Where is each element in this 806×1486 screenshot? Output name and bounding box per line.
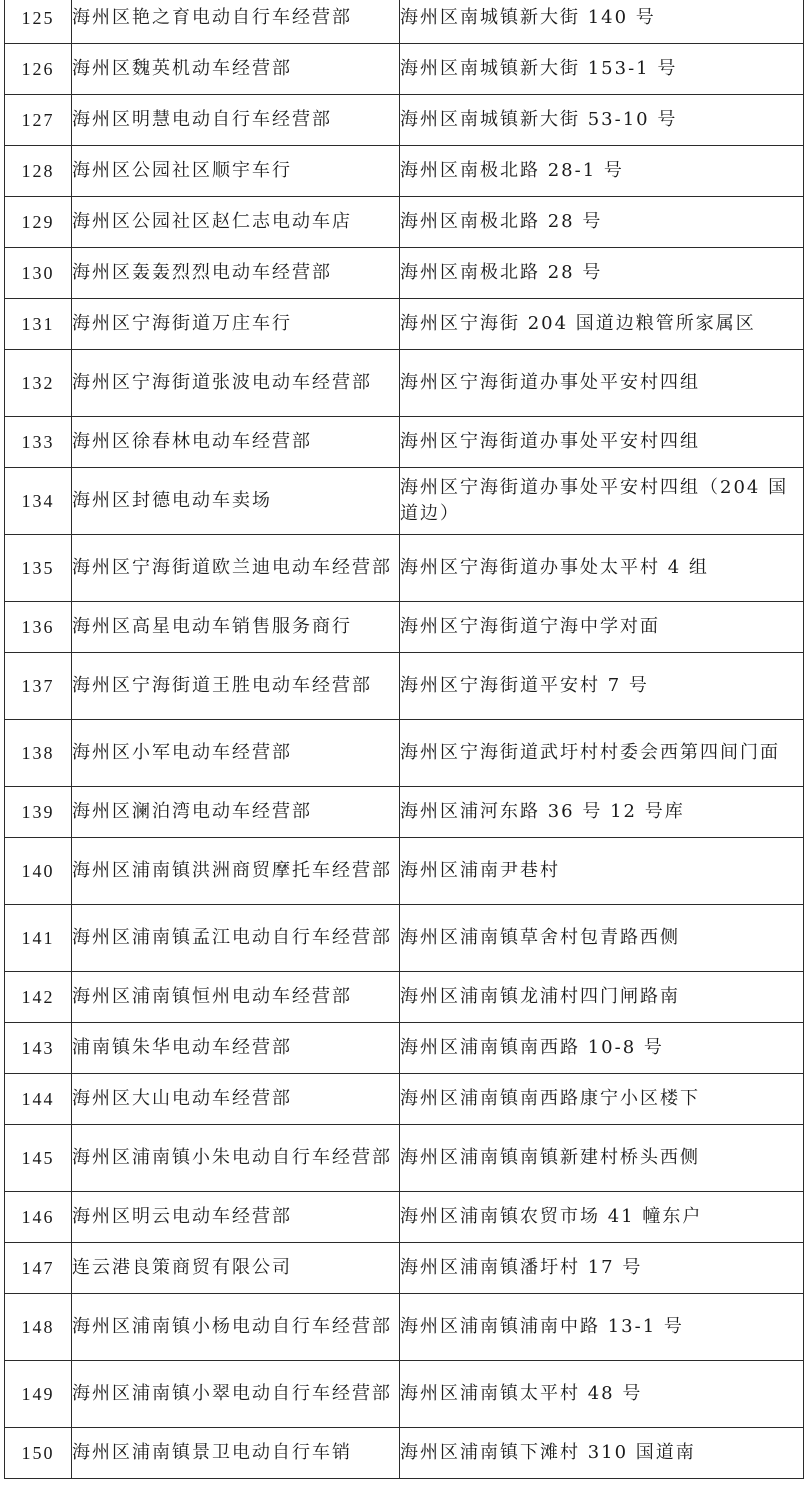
dealer-address: 海州区浦南镇南镇新建村桥头西侧 (400, 1125, 804, 1192)
row-number: 142 (5, 972, 72, 1023)
dealer-name: 海州区魏英机动车经营部 (72, 44, 400, 95)
dealer-address: 海州区宁海街道办事处太平村 4 组 (400, 535, 804, 602)
dealer-name: 海州区浦南镇小杨电动自行车经营部 (72, 1294, 400, 1361)
table-row (5, 905, 804, 972)
dealer-address: 海州区宁海街 204 国道边粮管所家属区 (400, 299, 804, 350)
dealer-name: 海州区公园社区顺宇车行 (72, 146, 400, 197)
row-number: 150 (5, 1428, 72, 1479)
dealer-address: 海州区浦南镇南西路康宁小区楼下 (400, 1074, 804, 1125)
dealer-address: 海州区浦南镇太平村 48 号 (400, 1361, 804, 1428)
row-number: 146 (5, 1192, 72, 1243)
row-number: 125 (5, 0, 72, 44)
table-row (5, 197, 804, 248)
table-row (5, 0, 804, 44)
dealer-address: 海州区浦南尹巷村 (400, 838, 804, 905)
row-number: 126 (5, 44, 72, 95)
row-number: 136 (5, 602, 72, 653)
dealer-name: 海州区高星电动车销售服务商行 (72, 602, 400, 653)
table-row (5, 972, 804, 1023)
table-row (5, 1074, 804, 1125)
dealer-address: 海州区浦南镇草舍村包青路西侧 (400, 905, 804, 972)
row-number: 141 (5, 905, 72, 972)
row-number: 127 (5, 95, 72, 146)
row-number: 131 (5, 299, 72, 350)
dealer-name: 海州区小军电动车经营部 (72, 720, 400, 787)
table-row (5, 95, 804, 146)
table-row (5, 1294, 804, 1361)
row-number: 129 (5, 197, 72, 248)
dealer-name: 海州区澜泊湾电动车经营部 (72, 787, 400, 838)
dealer-address: 海州区浦南镇农贸市场 41 幢东户 (400, 1192, 804, 1243)
dealer-address: 海州区浦南镇龙浦村四门闸路南 (400, 972, 804, 1023)
table-row (5, 1428, 804, 1479)
dealer-address: 海州区浦河东路 36 号 12 号库 (400, 787, 804, 838)
dealer-address: 海州区宁海街道武圩村村委会西第四间门面 (400, 720, 804, 787)
table-row (5, 838, 804, 905)
row-number: 138 (5, 720, 72, 787)
dealer-table-body (5, 0, 804, 1479)
dealer-address: 海州区宁海街道办事处平安村四组 (400, 350, 804, 417)
dealer-address: 海州区宁海街道平安村 7 号 (400, 653, 804, 720)
table-row (5, 720, 804, 787)
dealer-name: 海州区浦南镇景卫电动自行车销 (72, 1428, 400, 1479)
row-number: 135 (5, 535, 72, 602)
dealer-name: 海州区浦南镇孟江电动自行车经营部 (72, 905, 400, 972)
row-number: 148 (5, 1294, 72, 1361)
row-number: 144 (5, 1074, 72, 1125)
dealer-address: 海州区浦南镇南西路 10-8 号 (400, 1023, 804, 1074)
dealer-address: 海州区宁海街道办事处平安村四组 (400, 417, 804, 468)
row-number: 143 (5, 1023, 72, 1074)
dealer-name: 海州区浦南镇小朱电动自行车经营部 (72, 1125, 400, 1192)
dealer-address: 海州区南极北路 28 号 (400, 197, 804, 248)
dealer-address: 海州区南城镇新大街 53-10 号 (400, 95, 804, 146)
dealer-name: 浦南镇朱华电动车经营部 (72, 1023, 400, 1074)
table-row (5, 417, 804, 468)
table-row (5, 653, 804, 720)
row-number: 128 (5, 146, 72, 197)
table-row (5, 248, 804, 299)
row-number: 145 (5, 1125, 72, 1192)
dealer-name: 海州区大山电动车经营部 (72, 1074, 400, 1125)
table-row (5, 1192, 804, 1243)
dealer-name: 海州区宁海街道万庄车行 (72, 299, 400, 350)
dealer-address: 海州区浦南镇下滩村 310 国道南 (400, 1428, 804, 1479)
table-row (5, 146, 804, 197)
table-row (5, 468, 804, 535)
dealer-address: 海州区南城镇新大街 140 号 (400, 0, 804, 44)
table-row (5, 1243, 804, 1294)
table-row (5, 44, 804, 95)
row-number: 140 (5, 838, 72, 905)
dealer-name: 海州区浦南镇小翠电动自行车经营部 (72, 1361, 400, 1428)
dealer-name: 海州区明云电动车经营部 (72, 1192, 400, 1243)
dealer-address: 海州区南极北路 28-1 号 (400, 146, 804, 197)
dealer-name: 海州区浦南镇恒州电动车经营部 (72, 972, 400, 1023)
row-number: 130 (5, 248, 72, 299)
dealer-address: 海州区浦南镇潘圩村 17 号 (400, 1243, 804, 1294)
dealer-name: 海州区宁海街道欧兰迪电动车经营部 (72, 535, 400, 602)
dealer-name: 海州区浦南镇洪洲商贸摩托车经营部 (72, 838, 400, 905)
table-row (5, 787, 804, 838)
dealer-name: 海州区封德电动车卖场 (72, 468, 400, 535)
table-row (5, 1125, 804, 1192)
row-number: 149 (5, 1361, 72, 1428)
dealer-name: 海州区艳之育电动自行车经营部 (72, 0, 400, 44)
dealer-name: 海州区宁海街道王胜电动车经营部 (72, 653, 400, 720)
dealer-address: 海州区南城镇新大街 153-1 号 (400, 44, 804, 95)
dealer-name: 海州区公园社区赵仁志电动车店 (72, 197, 400, 248)
table-row (5, 535, 804, 602)
table-row (5, 1361, 804, 1428)
dealer-name: 连云港良策商贸有限公司 (72, 1243, 400, 1294)
row-number: 147 (5, 1243, 72, 1294)
row-number: 139 (5, 787, 72, 838)
dealer-table (4, 0, 804, 1479)
row-number: 134 (5, 468, 72, 535)
row-number: 132 (5, 350, 72, 417)
table-row (5, 350, 804, 417)
row-number: 137 (5, 653, 72, 720)
dealer-address: 海州区浦南镇浦南中路 13-1 号 (400, 1294, 804, 1361)
dealer-name: 海州区徐春林电动车经营部 (72, 417, 400, 468)
dealer-address: 海州区宁海街道办事处平安村四组（204 国道边） (400, 468, 804, 535)
table-row (5, 602, 804, 653)
row-number: 133 (5, 417, 72, 468)
dealer-address: 海州区南极北路 28 号 (400, 248, 804, 299)
table-row (5, 1023, 804, 1074)
table-row (5, 299, 804, 350)
dealer-address: 海州区宁海街道宁海中学对面 (400, 602, 804, 653)
dealer-name: 海州区宁海街道张波电动车经营部 (72, 350, 400, 417)
dealer-name: 海州区明慧电动自行车经营部 (72, 95, 400, 146)
dealer-name: 海州区轰轰烈烈电动车经营部 (72, 248, 400, 299)
